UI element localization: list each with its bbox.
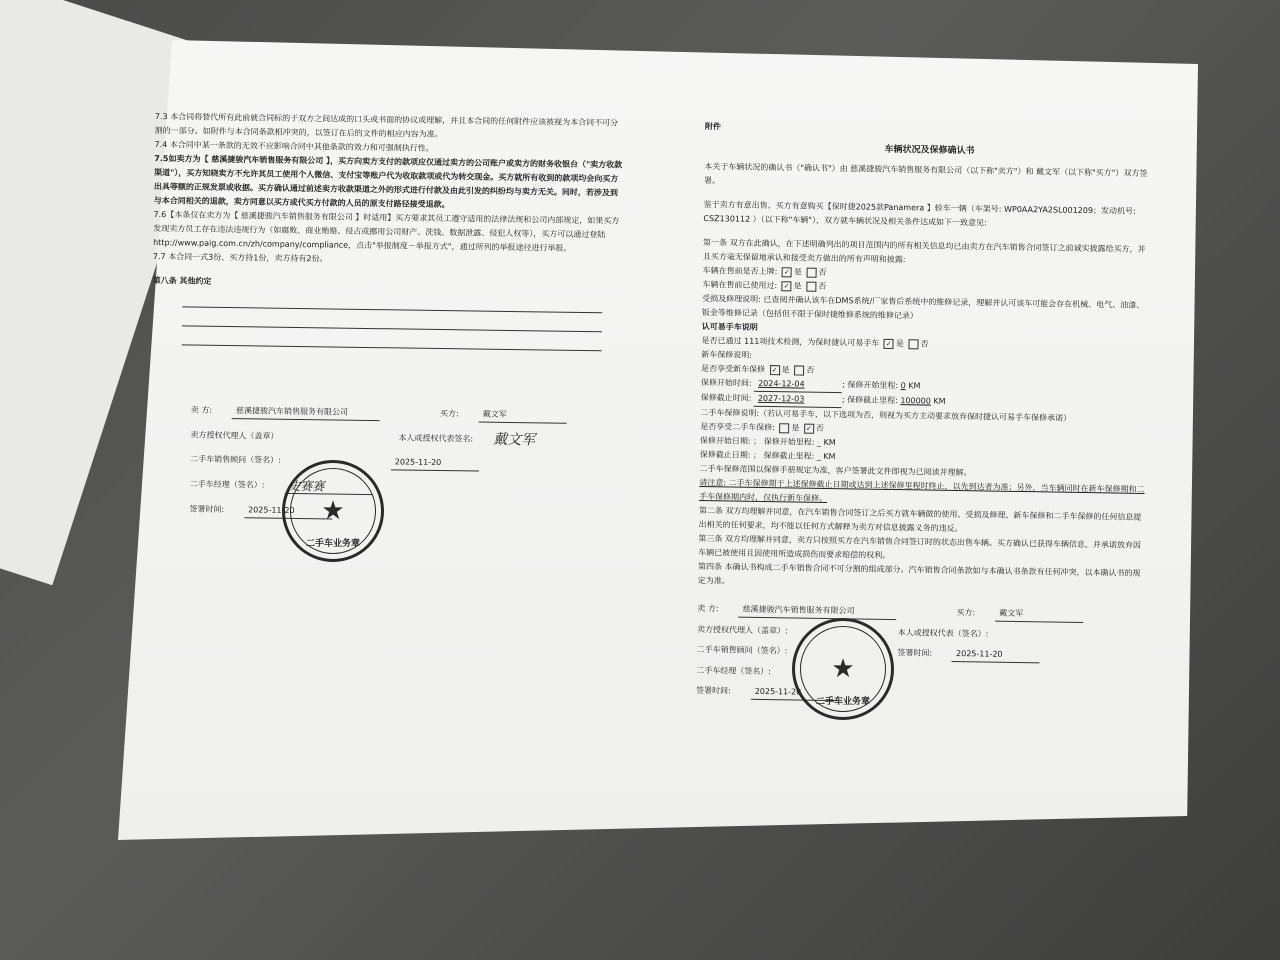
used-label: 车辆在售前已使用过: [702,279,778,291]
manager-label: 二手车经理（签名）: [189,479,265,490]
seller-rep-label: 卖方授权代理人（盖章） [190,430,279,441]
seal-text: 二手车业务章 [305,539,360,549]
end-time-label: 保修截止时间: [700,392,752,403]
manager-label: 二手车经理（签名）: [696,665,772,677]
consultant-date: 2025-11-20 [391,455,479,471]
end-km: 100000 [900,396,931,406]
sign-time-label: 签署时间: [189,504,225,515]
used-end: 保修截止日期: ； 保修截止里程: _ KM [699,449,836,462]
checkbox-empty[interactable] [806,281,816,291]
article-3: 第三条 双方均理解并同意，卖方只按照买方在汽车销售合同签订时的状态出售车辆。买方确认已获得车辆信息，并承诺放弃因车辆已被使用且因使用所造成损伤而要求赔偿的权利。 [698,533,1141,560]
company-seal-right: ★ 二手车业务章 [792,618,894,720]
warranty-scope: 二手车保修范围以保修手册规定为准，客户签署此文件即视为已阅读并理解。 [699,463,972,478]
left-page [149,110,625,524]
intro: 本关于车辆状况的确认书（"确认书"）由 慈溪捷骏汽车销售服务有限公司（以下称"卖方"）和 戴文军（以下称"买方"）双方签署。 [703,161,1148,186]
end-time: 2027-12-03 [754,392,842,408]
buyer-signature: 戴文军 [493,431,536,449]
certified-text: 是否已通过 111项技术检测，为保时捷认可易手车 [701,335,880,348]
used-start: 保修开始日期: ； 保修开始里程: _ KM [699,435,836,448]
seller-label: 卖 方: [697,603,719,614]
company-seal-left: ★ 二手车业务章 [282,460,384,562]
used-no: 否 [818,281,827,291]
end-km-label: 保修截止里程: [847,395,898,406]
clause-7-4: 7.4 本合同中某一条款的无效不应影响合同中其他条款的效力和可强制执行性。 [154,139,434,153]
checkbox-checked[interactable]: ✓ [782,267,792,277]
sign-time-label: 签署时间: [897,648,933,658]
manager-signature: 史赛赛 [284,479,372,495]
km-unit: KM [908,381,921,391]
sign-time-value: 2025-11-20 [952,647,1040,663]
start-time-label: 保修开始时间: [700,377,752,388]
checkbox-empty[interactable] [806,267,816,277]
plated-yes: 是 [793,267,802,277]
seller-rep-label: 卖方授权代理人（盖章）: [696,624,788,636]
clause-7-3: 7.3 本合同将替代所有此前就合同标的于双方之间达成的口头或书面的协议或理解，并且本合同的任何附件应该被视为本合同不可分割的一部分。如附件与本合同条款相冲突的，以签订在后的文件的相应内容为准。 [154,111,619,140]
clause-7-7: 7.7 本合同一式3份、买方持1份，卖方持有2份。 [152,251,328,264]
start-time: 2024-12-04 [754,377,842,393]
article-1: 第一条 双方在此确认，在下述明确列出的项目范围内的所有相关信息均已由卖方在汽车销售合同签订之前诚实披露给买方，并且买方毫无保留地承认和接受卖方做出的所有声明和披露: [702,237,1146,265]
warranty-end-row: 保修截止时间: 2027-12-03 ; 保修截止里程: 100000 KM [701,391,1151,413]
used-yes: 是 [793,281,802,291]
checkbox-checked[interactable]: ✓ [770,365,780,375]
seller-label: 卖 方: [190,405,213,415]
checkbox-checked[interactable]: ✓ [884,338,894,348]
consultant-label: 二手车销售顾问（签名）: [190,454,281,465]
section-8-title: 第八条 其他约定 [152,275,212,286]
consultant-label: 二手车销售顾问（签名）: [696,644,788,656]
blank-line [182,311,602,332]
right-page [696,120,1155,706]
used-warranty-title: 二手车保修说明:（若认可易手车，以下选项为否，则视为买方主动要求放弃保时捷认可易手车保修承诺） [700,407,1072,423]
checkbox-empty[interactable] [908,339,918,349]
certified-title: 认可易手车说明 [701,321,758,332]
blank-line [182,292,602,313]
used-enjoy-label: 是否享受二手车保修: [700,421,775,433]
right-signature-block [696,602,1147,706]
checkbox-checked[interactable]: ✓ [782,281,792,291]
buyer-value: 戴文军 [479,408,567,424]
warranty-note: 请注意: 二手车保修期于上述保修截止日期或达到上述保修里程时终止，以先到达者为准；另外，当车辆同时在新车保修期和二手车保修期内时，仅执行新车保修。 [699,477,1145,503]
buyer-value: 戴文军 [995,607,1083,623]
buyer-label: 买方: [439,409,459,419]
buyer-label: 买方: [956,608,976,618]
vehicle-info: 鉴于卖方有意出售、买方有意购买【保时捷2025款Panamera 】轿车一辆（车架号: WP0AA2YA2SL001209；发动机号: CSZ130112 ）（以下称"车辆"），双方就车辆状况及相关条件达成如下一致意见: [703,199,1136,228]
used-enjoy-row: 是否享受二手车保修: 是 ✓ 否 [700,421,825,433]
article-2: 第二条 双方均理解并同意，在汽车销售合同签订之后买方就车辆做的使用、受损及修理、新车保修和二手车保修的任何信息提出相关的任何要求，均不能以任何方式解释为卖方对信息披露义务的违反。 [698,505,1142,534]
buyer-rep-label: 本人或授权代表签名: [398,433,474,444]
checkbox-checked[interactable]: ✓ [804,423,814,433]
new-warranty-title: 新车保修说明: [701,349,753,360]
new-enjoy-row: 是否享受新车保修 ✓ 是 否 [701,363,815,375]
checkbox-empty[interactable] [779,423,789,433]
annex-label: 附件 [704,121,721,132]
start-km: 0 [900,381,906,391]
plated-no: 否 [818,267,827,277]
sign-time-value: 2025-11-20 [244,503,332,519]
buyer-rep-label: 本人或授权代表（签名）: [897,628,989,639]
seal-text: 二手车业务章 [815,697,870,707]
km-unit: KM [933,396,946,406]
new-enjoy-label: 是否享受新车保修 [701,363,766,374]
date-label: 签署时间: [695,685,731,696]
date-value: 2025-11-20 [751,685,839,701]
seller-value: 慈溪捷骏汽车销售服务有限公司 [232,404,380,421]
checkbox-empty[interactable] [794,365,804,375]
blank-line [182,330,602,351]
document-title: 车辆状况及保修确认书 [884,144,975,157]
plated-label: 车辆在售前是否上牌: [702,265,778,277]
start-km-label: 保修开始里程: [847,380,899,391]
left-signature-block [189,404,621,524]
seller-value: 慈溪捷骏汽车销售服务有限公司 [738,603,896,620]
clause-7-5: 7.5如卖方为【 慈溪捷骏汽车销售服务有限公司 】，买方向卖方支付的款项应仅通过卖方的公司账户或卖方的财务收银台（"卖方收款渠道"），买方知晓卖方不允许其员工使用个人微信、支付宝等账户代为收取款项或代为转交现金。买方就所有收到的款项均会向买方出具等额的正规发票或收据。买方确认通过前述卖方收款渠道之外的形式进行付款及由此引发的纠纷均与卖方无关。同时，若涉及到与本合同相关的退款，卖方同意以买方或代买方付款的人员的原支付路径接受退款。 [153,153,623,210]
warranty-start-row: 保修开始时间: 2024-12-04 ; 保修开始里程: 0 KM [701,376,1151,398]
certified-line: 是否已通过 111项技术检测，为保时捷认可易手车 ✓ 是 否 [701,335,929,349]
clause-7-6: 7.6【本条仅在卖方为【 慈溪捷骏汽车销售服务有限公司 】时适用】买方要求其员工遵守适用的法律法规和公司内部规定，如果买方发现卖方员工存在违法违规行为（如腐败、商业贿赂、侵占或挪用公司财产、洗钱、数据泄露、侵犯人权等），买方可以通过登陆http://www.paig.com.cn/zh/company/compliance，点击"举报制度－举报方式"，通过所列的举报途径进行举报。 [153,209,620,253]
damage-note: 受损及修理说明: 已查阅并确认该车在DMS系统/厂家售后系统中的维修记录，理解并认可该车可能会存在机械、电气、油漆、钣金等维修记录（包括但不限于保时捷维修系统的维修记录） [701,293,1145,321]
article-4: 第四条 本确认书构成二手车销售合同不可分割的组成部分。汽车销售合同条款如与本确认书条款有任何冲突，以本确认书的规定为准。 [697,561,1141,586]
